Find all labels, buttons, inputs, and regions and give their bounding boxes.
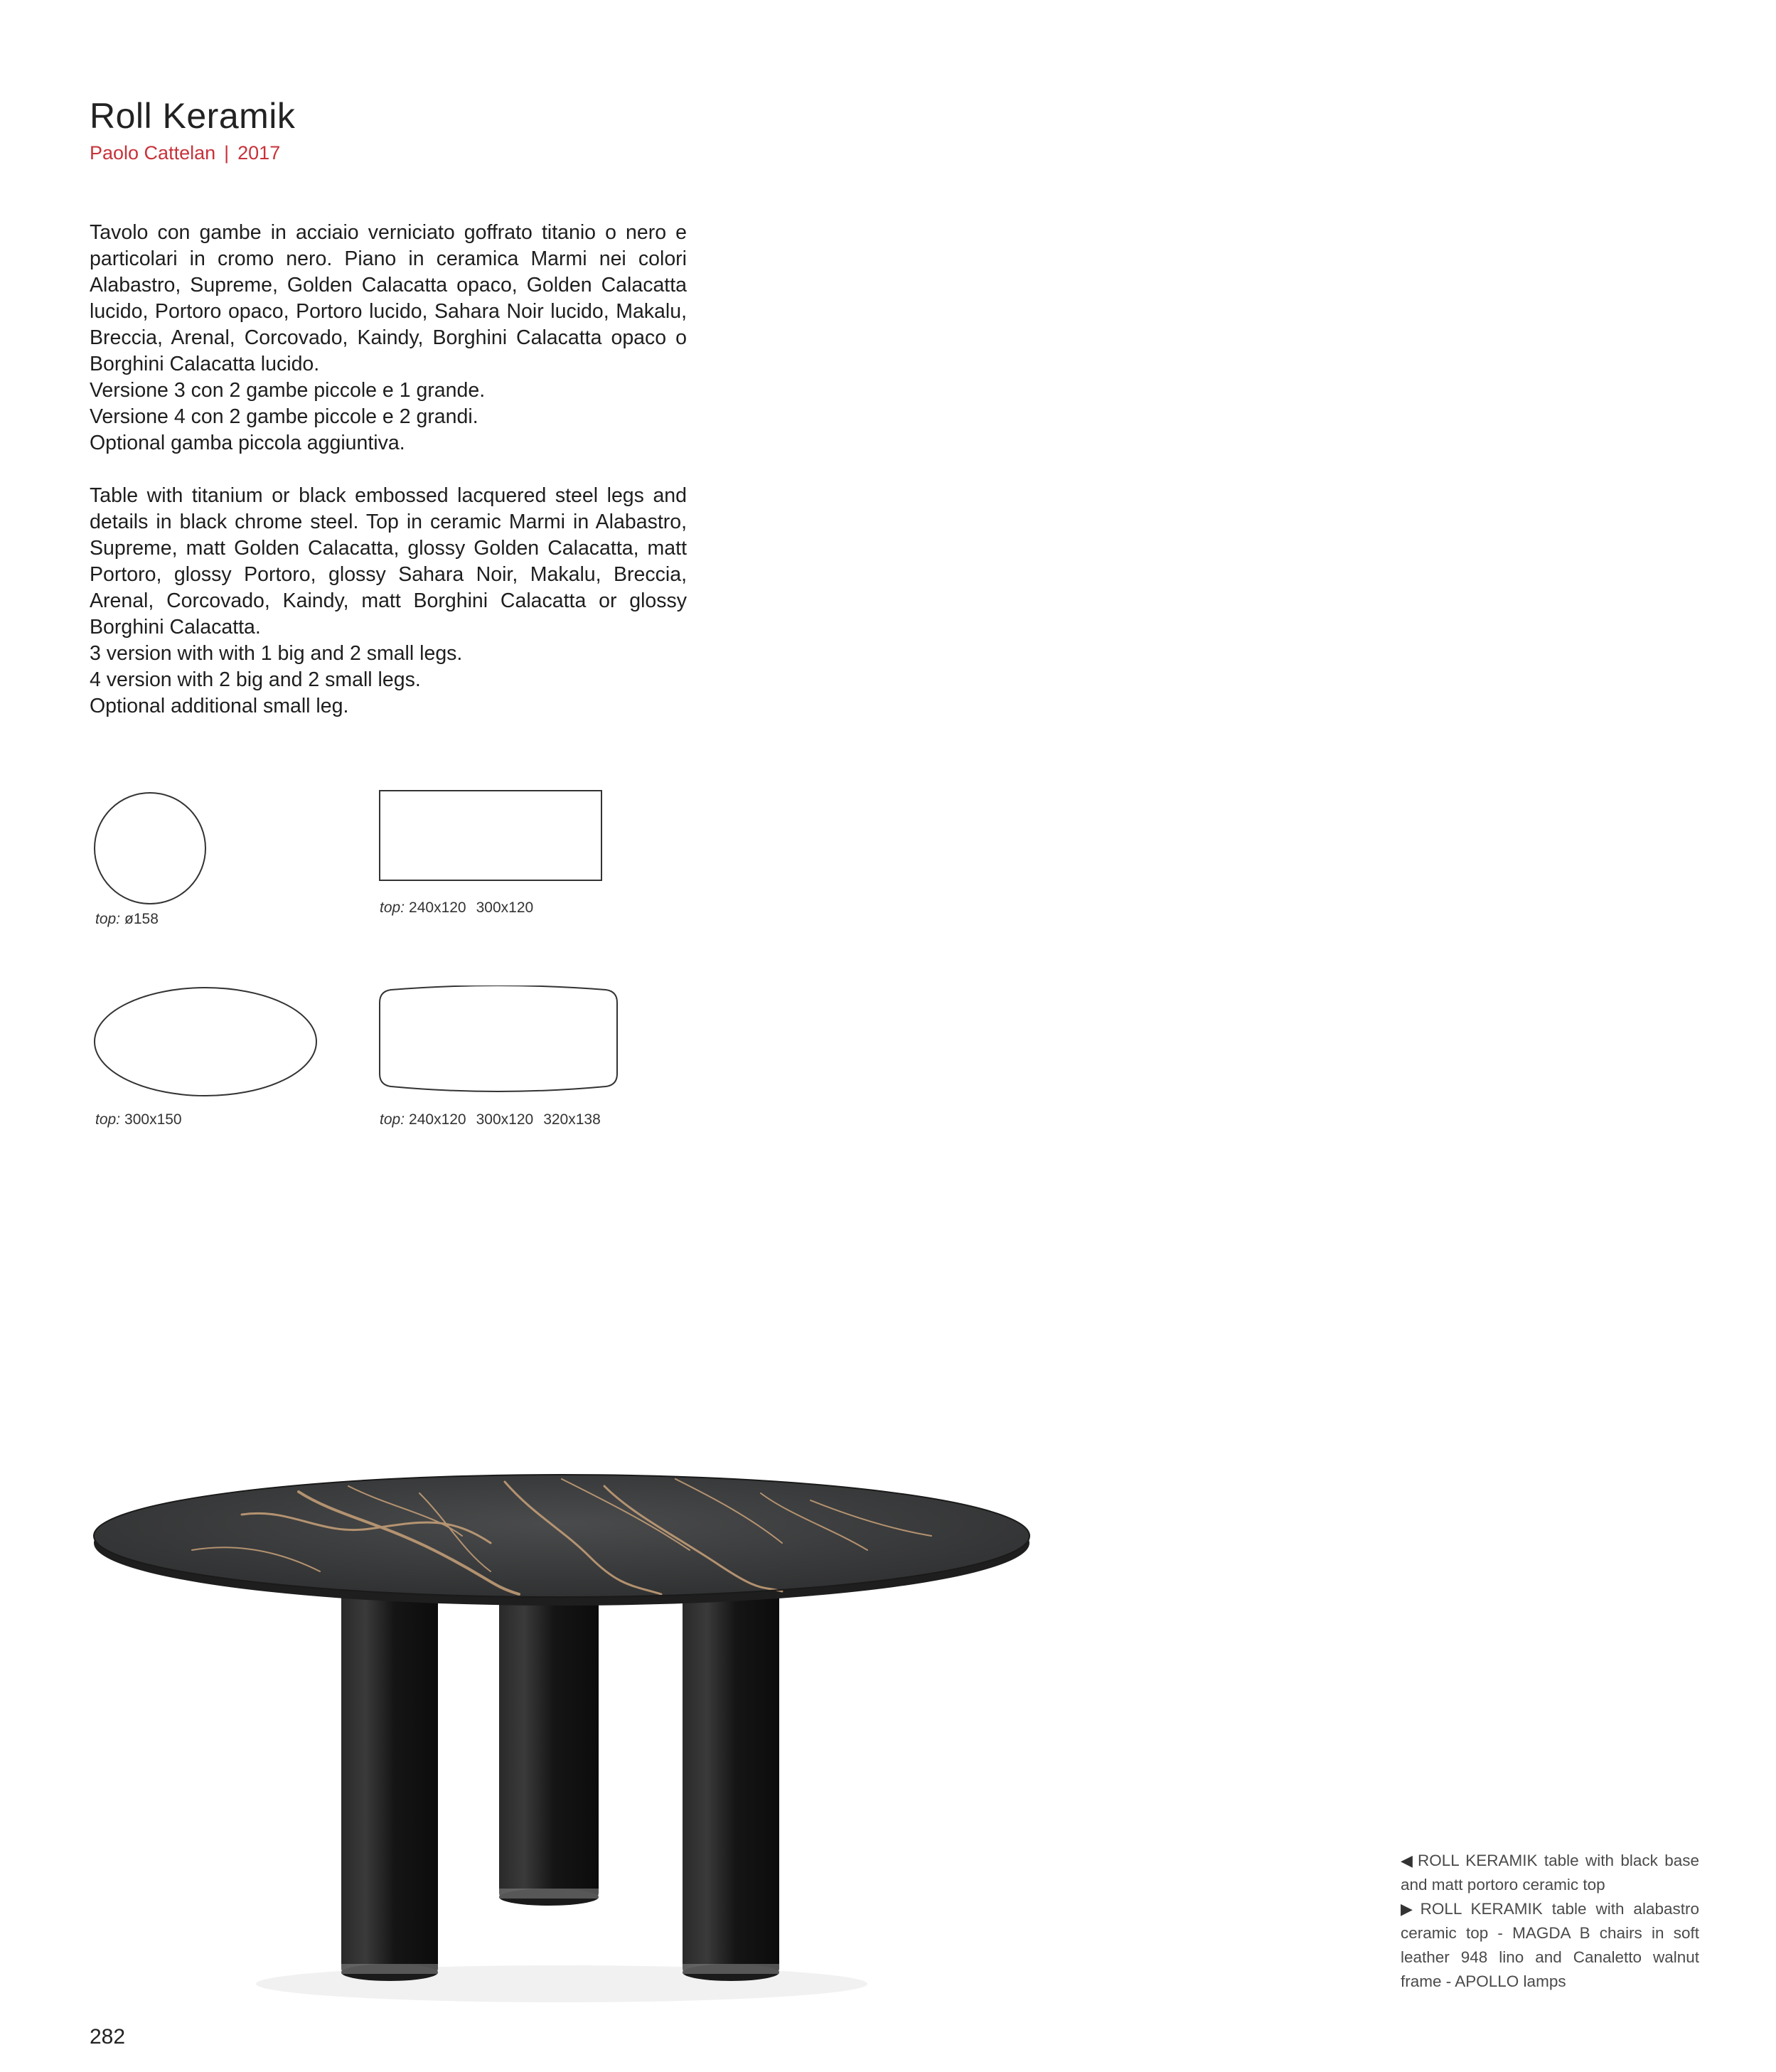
barrel-top-diagram — [377, 986, 623, 1092]
designer-name: Paolo Cattelan — [90, 142, 216, 164]
rectangular-top-diagram — [378, 789, 606, 885]
table-product-photo — [64, 1408, 1059, 2012]
size-label: 320x138 — [543, 1111, 601, 1128]
photo-caption — [1401, 1897, 1699, 1994]
top-label: top: — [95, 1111, 121, 1128]
top-label: top: — [95, 911, 121, 927]
caption-text: ROLL KERAMIK table with alabastro ceramic top - MAGDA B chairs in soft leather 948 lino and Canaletto walnut frame - APOLLO lamps — [1401, 1900, 1699, 1990]
photo-caption — [1401, 1849, 1699, 1897]
description-english-line: Optional additional small leg. — [90, 695, 349, 717]
size-label: 300x120 — [476, 899, 534, 916]
product-title: Roll Keramik — [90, 96, 296, 136]
description-italian-line: Optional gamba piccola aggiuntiva. — [90, 432, 405, 454]
description-italian-body: Tavolo con gambe in acciaio verniciato goffrato titanio o nero e particolari in cromo nero. Piano in ceramica Marmi nei colori Alabastro, Supreme, Golden Calacatta opaco, Golden Calacatta lucido, Portoro opaco, Portoro lucido, Sahara Noir lucido, Makalu, Breccia, Arenal, Corcovado, Kaindy, Borghini Calacatta opaco o Borghini Calacatta lucido. — [90, 221, 687, 375]
description-english — [90, 483, 687, 720]
size-label: 300x150 — [124, 1111, 182, 1128]
description-english-body: Table with titanium or black embossed lacquered steel legs and details in black chrome steel. Top in ceramic Marmi in Alabastro, Supreme, matt Golden Calacatta, glossy Golden Calacatta, matt Portoro, glossy Portoro, glossy Sahara Noir, Makalu, Breccia, Arenal, Corcovado, Kaindy, matt Borghini Calacatta or glossy Borghini Calacatta. — [90, 484, 687, 639]
separator: | — [224, 142, 230, 164]
top-label: top: — [380, 899, 405, 916]
top-label: top: — [380, 1111, 405, 1128]
round-top-diagram — [90, 788, 210, 909]
arrow-right-icon: ▶ — [1401, 1900, 1418, 1918]
tabletop-surface — [94, 1475, 1029, 1597]
size-label: 240x120 — [409, 899, 466, 916]
design-year: 2017 — [237, 142, 281, 164]
product-designer-year — [90, 142, 280, 164]
barrel-top-outline — [380, 986, 617, 1091]
page-number: 282 — [90, 2025, 126, 2049]
oval-top-outline — [95, 988, 316, 1096]
description-italian-line: Versione 3 con 2 gambe piccole e 1 grande. — [90, 379, 486, 402]
description-english-line: 4 version with 2 big and 2 small legs. — [90, 668, 421, 691]
photo-captions — [1401, 1849, 1699, 1994]
oval-top-caption — [95, 1111, 192, 1128]
size-label: ø158 — [124, 911, 159, 927]
table-leg-left — [341, 1569, 438, 1981]
barrel-top-caption — [380, 1111, 611, 1128]
size-label: 240x120 — [409, 1111, 466, 1128]
rectangular-top-outline — [380, 791, 601, 880]
description-italian — [90, 220, 687, 456]
round-top-caption — [95, 911, 168, 928]
description-english-line: 3 version with with 1 big and 2 small legs. — [90, 642, 463, 665]
table-leg-back — [499, 1564, 599, 1906]
description-italian-line: Versione 4 con 2 gambe piccole e 2 grandi. — [90, 405, 478, 428]
table-leg-right — [683, 1569, 779, 1981]
arrow-left-icon: ◀ — [1401, 1852, 1415, 1869]
oval-top-diagram — [90, 986, 321, 1099]
rectangular-top-caption — [380, 899, 543, 917]
caption-text: ROLL KERAMIK table with black base and matt portoro ceramic top — [1401, 1852, 1699, 1894]
size-label: 300x120 — [476, 1111, 534, 1128]
round-top-outline — [95, 793, 205, 904]
